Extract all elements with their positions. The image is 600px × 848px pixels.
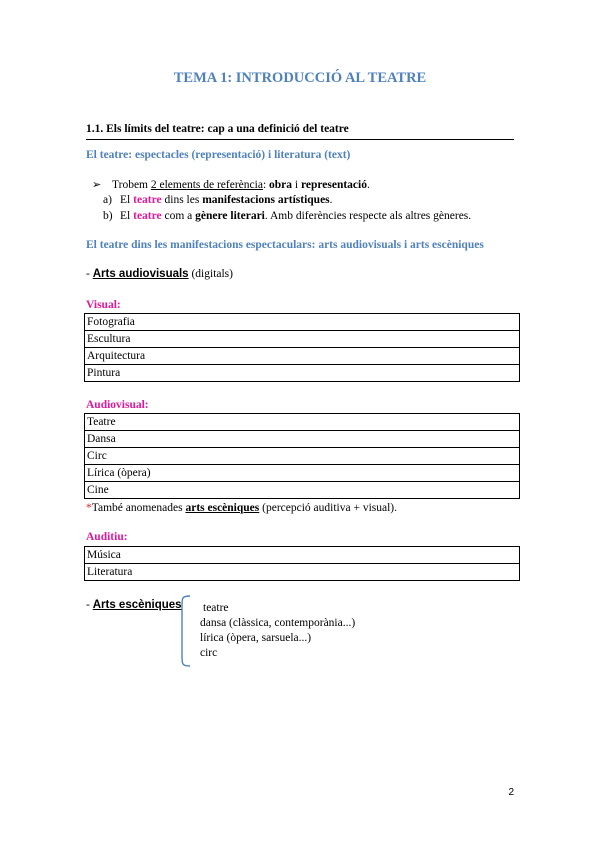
table-row [85,482,520,499]
table-row [85,465,520,482]
arrow-bullet-icon: ➢ [92,178,102,191]
table-row [85,414,520,431]
sub-b-pre: El [120,210,134,222]
sub-a-bold: manifestacions artístiques [202,194,330,206]
sub-b-end: . Amb diferències respecte als altres gèneres. [264,210,472,222]
arts-esc-dash: - [86,599,93,611]
sub-b-mid: com a [161,210,196,222]
table-cell: Cine [85,482,520,499]
table-row [85,547,520,564]
note-bold: arts escèniques [185,502,260,514]
section-heading: 1.1. Els límits del teatre: cap a una definició del teatre [86,123,349,135]
sub-a-letter: a) [103,194,112,206]
arts-esceniques-list [203,600,229,616]
bullet-underlined: 2 elements de referència [150,179,263,191]
visual-label: Visual: [86,299,121,311]
table-row [85,314,520,331]
table-cell: Arquitectura [85,348,520,365]
arts-audio-dash: - [86,268,93,280]
sub-a-pre: El [120,194,134,206]
bullet-bold-representacio: representació [300,179,367,191]
arts-audiovisuals-label: Arts audiovisuals [92,268,189,280]
bullet-text-prefix: Trobem [112,179,151,191]
note-pre: També anomenades [91,502,186,514]
table-row [85,365,520,382]
table-cell: Fotografia [85,314,520,331]
table-cell: Teatre [85,414,520,431]
bullet-end: . [366,179,370,191]
note-star: * [86,502,92,514]
table-cell: Literatura [85,564,520,581]
sub-a-mid: dins les [161,194,203,206]
table-cell: Pintura [85,365,520,382]
visual-table [84,313,520,382]
audiovisual-table [84,413,520,499]
heading-rule [86,139,514,140]
arts-esceniques-label: Arts escèniques [92,599,182,611]
list-item: lírica (òpera, sarsuela...) [200,632,312,644]
audiovisual-label: Audiovisual: [86,399,149,411]
sub-b-letter: b) [103,210,113,222]
auditiu-table [84,546,520,581]
table-cell: Dansa [85,431,520,448]
sub-item-a [103,194,333,206]
escenic-note [86,502,397,514]
bullet-bold-obra: obra [269,179,293,191]
table-row [85,431,520,448]
sub-b-teatre: teatre [133,210,162,222]
bullet-joiner: i [292,179,301,191]
arts-esceniques-line [86,599,182,611]
table-row [85,564,520,581]
arts-esceniques-list-rest [200,616,355,661]
arts-audiovisuals-line [86,268,233,280]
table-cell: Escultura [85,331,520,348]
auditiu-label: Auditiu: [86,531,128,543]
table-row [85,331,520,348]
bullet-line [92,178,370,191]
note-post: (percepció auditiva + visual). [259,502,397,514]
section2-title: El teatre dins les manifestacions espectaculars: arts audiovisuals i arts escèniques [86,239,484,251]
bullet-text-mid: : [262,179,270,191]
sub-a-teatre: teatre [133,194,162,206]
arts-audio-suffix: (digitals) [188,268,233,280]
list-item: circ [200,647,218,659]
table-cell: Lírica (òpera) [85,465,520,482]
document-title: TEMA 1: INTRODUCCIÓ AL TEATRE [173,70,427,86]
page-number: 2 [508,787,514,798]
table-row [85,348,520,365]
curly-brace-icon [176,594,192,670]
sub-a-end: . [329,194,333,206]
table-cell: Música [85,547,520,564]
section1-title: El teatre: espectacles (representació) i literatura (text) [86,149,351,161]
sub-b-bold: gènere literari [195,210,265,222]
sub-item-b [103,210,471,222]
table-cell: Circ [85,448,520,465]
table-row [85,448,520,465]
list-item: teatre [203,602,229,614]
list-item: dansa (clàssica, contemporània...) [200,617,356,629]
